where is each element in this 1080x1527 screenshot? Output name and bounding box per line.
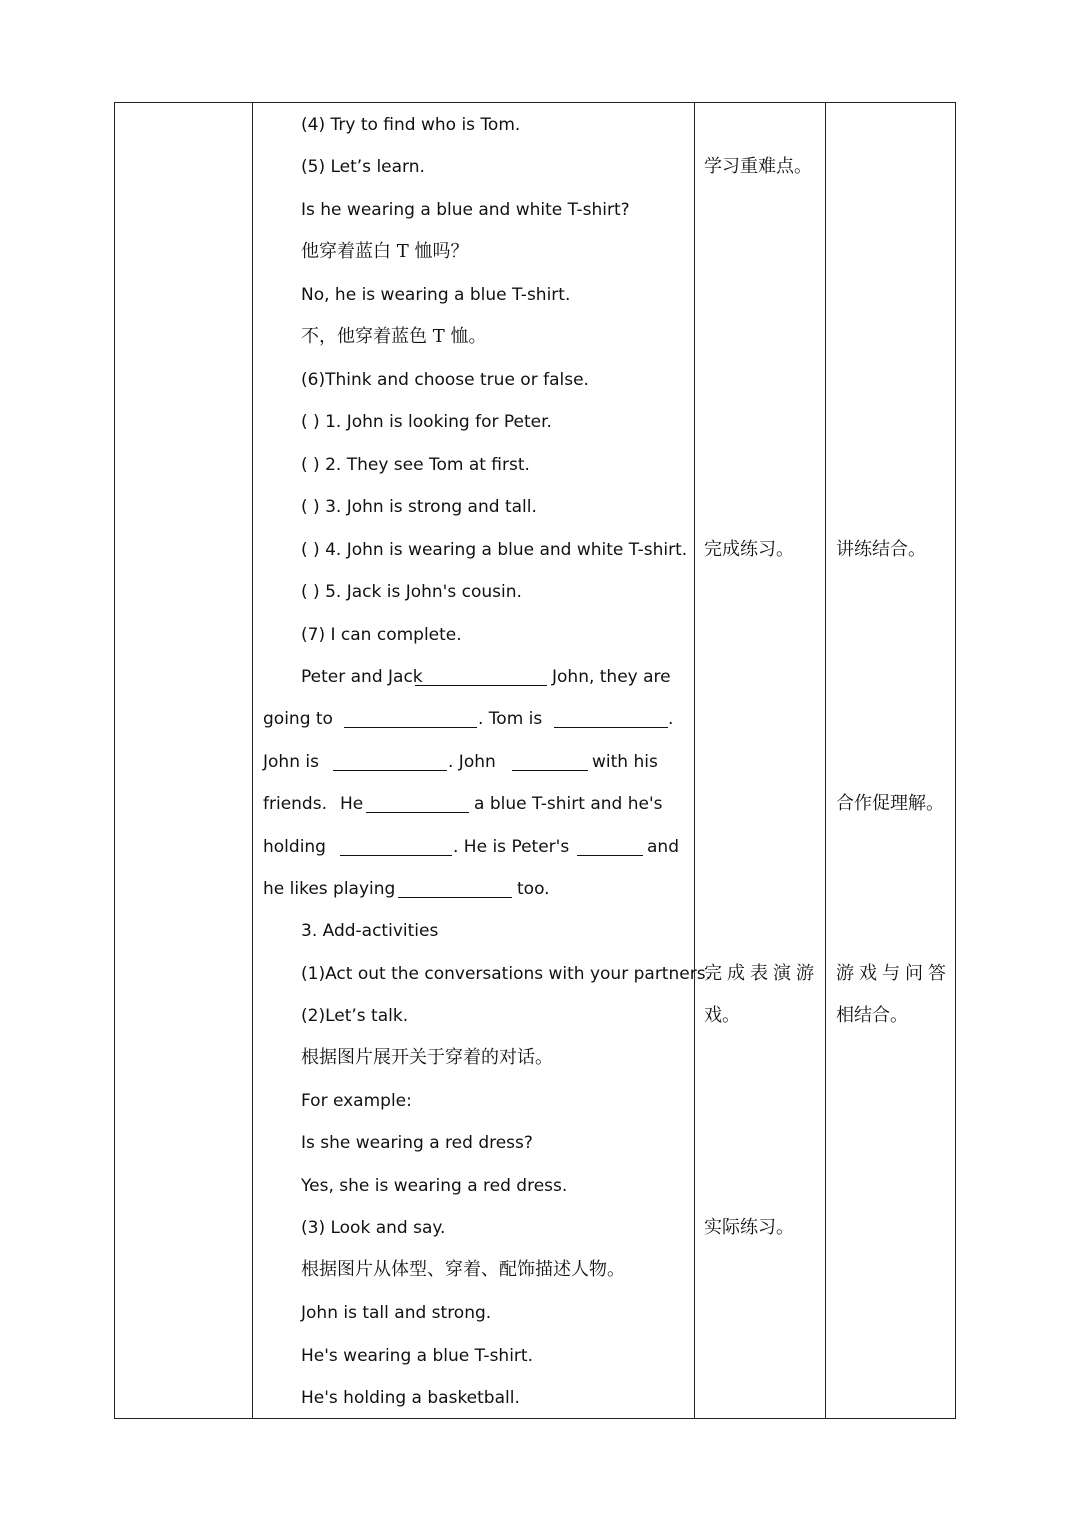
student-activity-note: 学习重难点。: [704, 156, 812, 177]
answer-translation: 不，他穿着蓝色 T 恤。: [301, 326, 487, 347]
tf-item: ( ) 2. They see Tom at first.: [301, 455, 530, 475]
step-lets-learn: (5) Let’s learn.: [301, 157, 425, 177]
answer-blank[interactable]: [415, 668, 547, 686]
activity-lets-talk: (2)Let’s talk.: [301, 1006, 409, 1026]
column-divider: [694, 103, 695, 1418]
fill-text: . He is Peter's: [453, 837, 570, 857]
answer-blank[interactable]: [577, 838, 643, 856]
student-activity-note: 实际练习。: [704, 1217, 794, 1238]
example-answer: Yes, she is wearing a red dress.: [301, 1176, 568, 1196]
design-intent-note: 相结合。: [836, 1005, 908, 1026]
tf-item: ( ) 4. John is wearing a blue and white T-shirt.: [301, 540, 688, 560]
design-intent-note: 讲练结合。: [836, 539, 926, 560]
fill-text: John, they are: [552, 667, 671, 687]
fill-text: Peter and Jack: [301, 667, 423, 687]
fill-text: holding: [263, 837, 326, 857]
student-activity-note: 完成表演游: [704, 963, 819, 984]
fill-text: a blue T-shirt and he's: [474, 794, 663, 814]
example-label: For example:: [301, 1091, 412, 1111]
answer-blank[interactable]: [512, 753, 588, 771]
description-line: John is tall and strong.: [301, 1303, 492, 1323]
fill-text: . Tom is: [478, 709, 543, 729]
fill-text: . John: [448, 752, 496, 772]
answer-blank[interactable]: [398, 880, 512, 898]
description-line: He's wearing a blue T-shirt.: [301, 1346, 533, 1366]
section-heading: 3. Add-activities: [301, 921, 439, 941]
tf-item: ( ) 5. Jack is John's cousin.: [301, 582, 522, 602]
answer-blank[interactable]: [554, 710, 668, 728]
answer-blank[interactable]: [340, 838, 452, 856]
student-activity-note: 完成练习。: [704, 539, 794, 560]
step-find-tom: (4) Try to find who is Tom.: [301, 115, 521, 135]
fill-text: friends.: [263, 794, 327, 814]
design-intent-note: 合作促理解。: [836, 793, 944, 814]
student-activity-note: 戏。: [704, 1005, 740, 1026]
fill-text: he likes playing: [263, 879, 396, 899]
tf-item: ( ) 1. John is looking for Peter.: [301, 412, 552, 432]
activity-look-say: (3) Look and say.: [301, 1218, 446, 1238]
fill-text: with his: [592, 752, 658, 772]
fill-text: and: [647, 837, 679, 857]
description-line: He's holding a basketball.: [301, 1388, 520, 1408]
fill-text: John is: [263, 752, 319, 772]
fill-text: too.: [517, 879, 550, 899]
question-translation: 他穿着蓝白 T 恤吗？: [301, 241, 469, 262]
fill-text: going to: [263, 709, 333, 729]
column-divider: [825, 103, 826, 1418]
activity-instruction: 根据图片展开关于穿着的对话。: [301, 1047, 553, 1068]
activity-act-out: (1)Act out the conversations with your partners.: [301, 964, 711, 984]
answer-line: No, he is wearing a blue T-shirt.: [301, 285, 571, 305]
design-intent-note: 游戏与问答: [836, 963, 951, 984]
answer-blank[interactable]: [333, 753, 447, 771]
step-true-false: (6)Think and choose true or false.: [301, 370, 589, 390]
column-divider: [252, 103, 253, 1418]
question-line: Is he wearing a blue and white T-shirt?: [301, 200, 630, 220]
step-complete: (7) I can complete.: [301, 625, 462, 645]
answer-blank[interactable]: [344, 710, 477, 728]
example-question: Is she wearing a red dress?: [301, 1133, 533, 1153]
activity-instruction: 根据图片从体型、穿着、配饰描述人物。: [301, 1259, 625, 1280]
answer-blank[interactable]: [366, 795, 469, 813]
fill-text: .: [668, 709, 674, 729]
fill-text: He: [340, 794, 364, 814]
tf-item: ( ) 3. John is strong and tall.: [301, 497, 537, 517]
